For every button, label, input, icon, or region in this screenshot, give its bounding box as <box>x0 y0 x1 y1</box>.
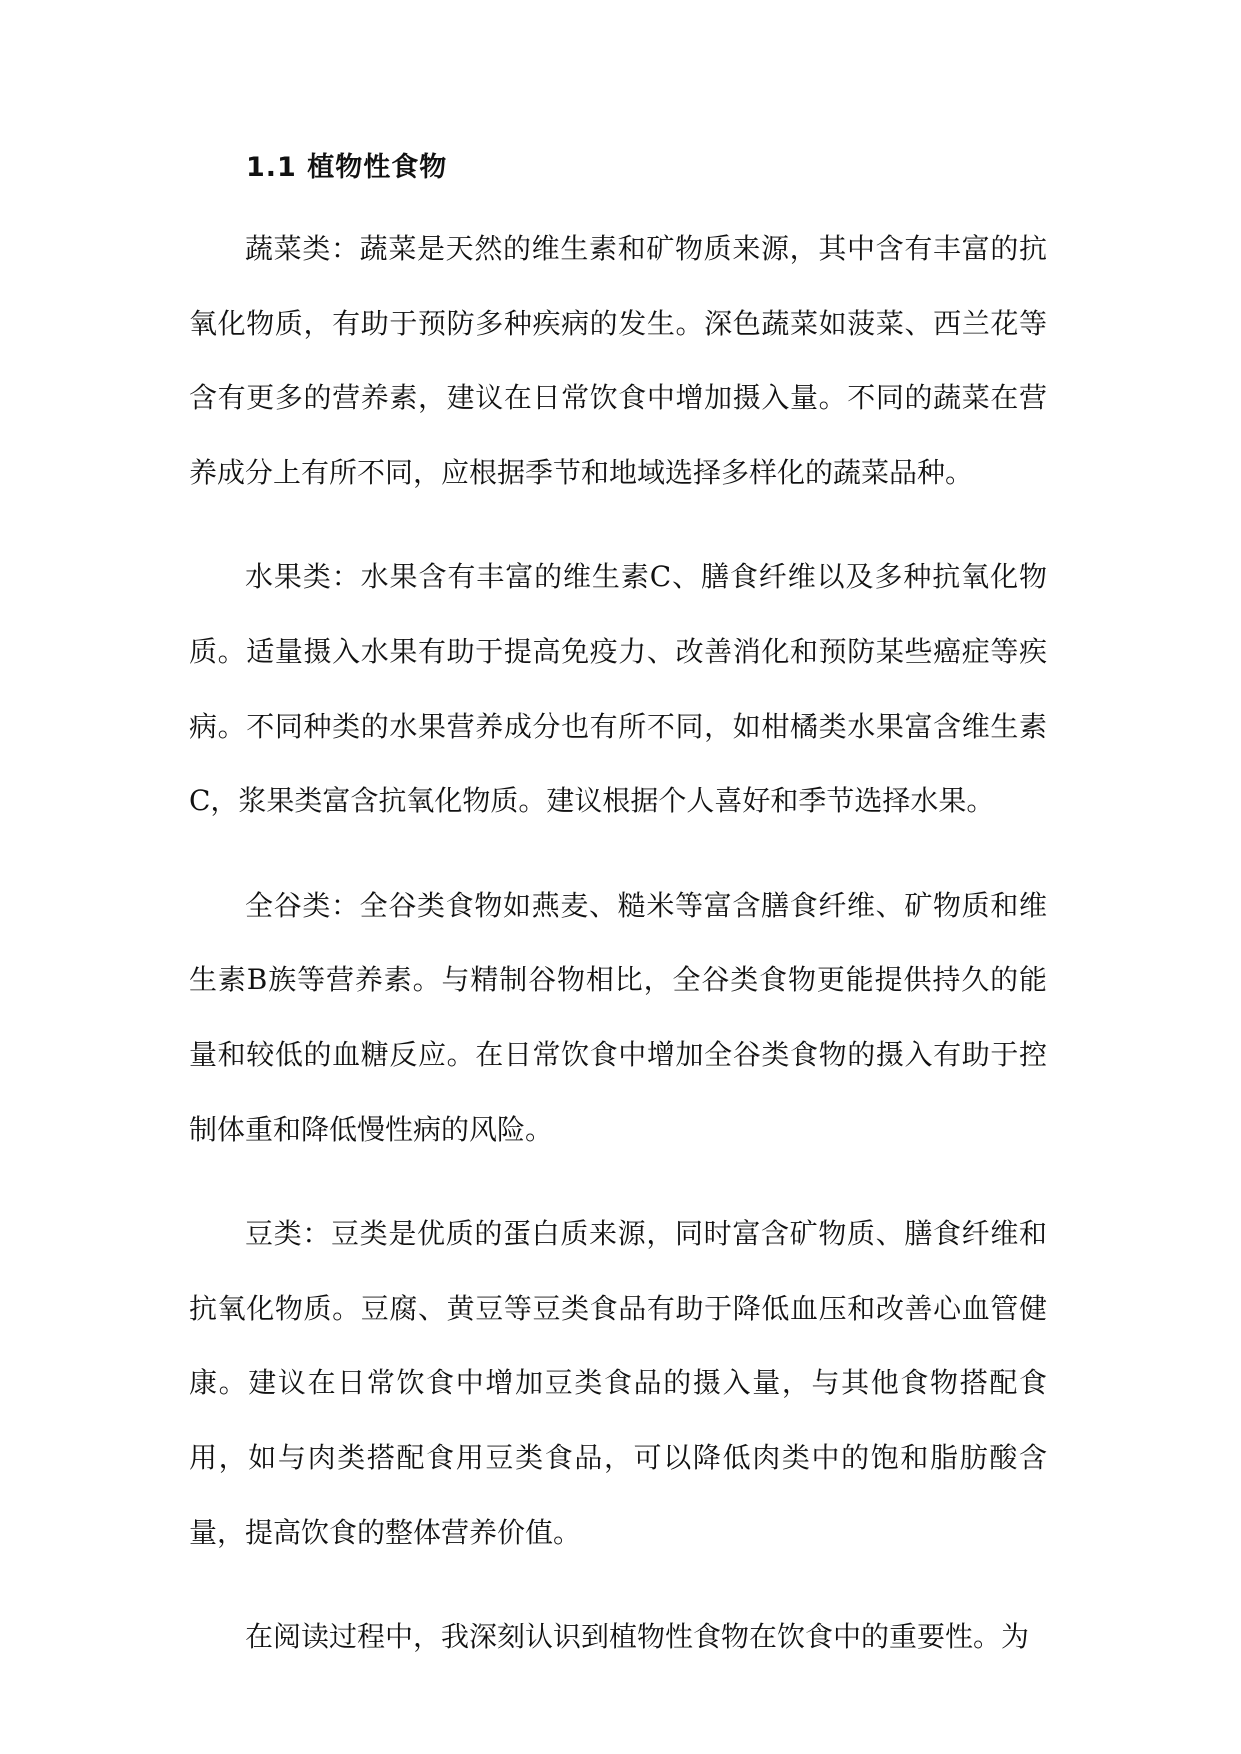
document-body <box>189 148 1047 1675</box>
paragraph-whole-grains: 全谷类：全谷类食物如燕麦、糙米等富含膳食纤维、矿物质和维生素B族等营养素。与精制谷物相比，全谷类食物更能提供持久的能量和较低的血糖反应。在日常饮食中增加全谷类食物的摄入有助于控制体重和降低慢性病的风险。 <box>189 888 1047 1146</box>
paragraph-reflection: 在阅读过程中，我深刻认识到植物性食物在饮食中的重要性。为 <box>245 1620 1030 1654</box>
section-heading: 1.1 植物性食物 <box>246 152 448 183</box>
paragraph-fruits: 水果类：水果含有丰富的维生素C、膳食纤维以及多种抗氧化物质。适量摄入水果有助于提高免疫力、改善消化和预防某些癌症等疾病。不同种类的水果营养成分也有所不同，如柑橘类水果富含维生素C，浆果类富含抗氧化物质。建议根据个人喜好和季节选择水果。 <box>189 560 1047 818</box>
paragraph-vegetables: 蔬菜类：蔬菜是天然的维生素和矿物质来源，其中含有丰富的抗氧化物质，有助于预防多种疾病的发生。深色蔬菜如菠菜、西兰花等含有更多的营养素，建议在日常饮食中增加摄入量。不同的蔬菜在营养成分上有所不同，应根据季节和地域选择多样化的蔬菜品种。 <box>189 232 1047 489</box>
paragraph-legumes: 豆类：豆类是优质的蛋白质来源，同时富含矿物质、膳食纤维和抗氧化物质。豆腐、黄豆等豆类食品有助于降低血压和改善心血管健康。建议在日常饮食中增加豆类食品的摄入量，与其他食物搭配食用，如与肉类搭配食用豆类食品，可以降低肉类中的饱和脂肪酸含量，提高饮食的整体营养价值。 <box>189 1217 1047 1549</box>
